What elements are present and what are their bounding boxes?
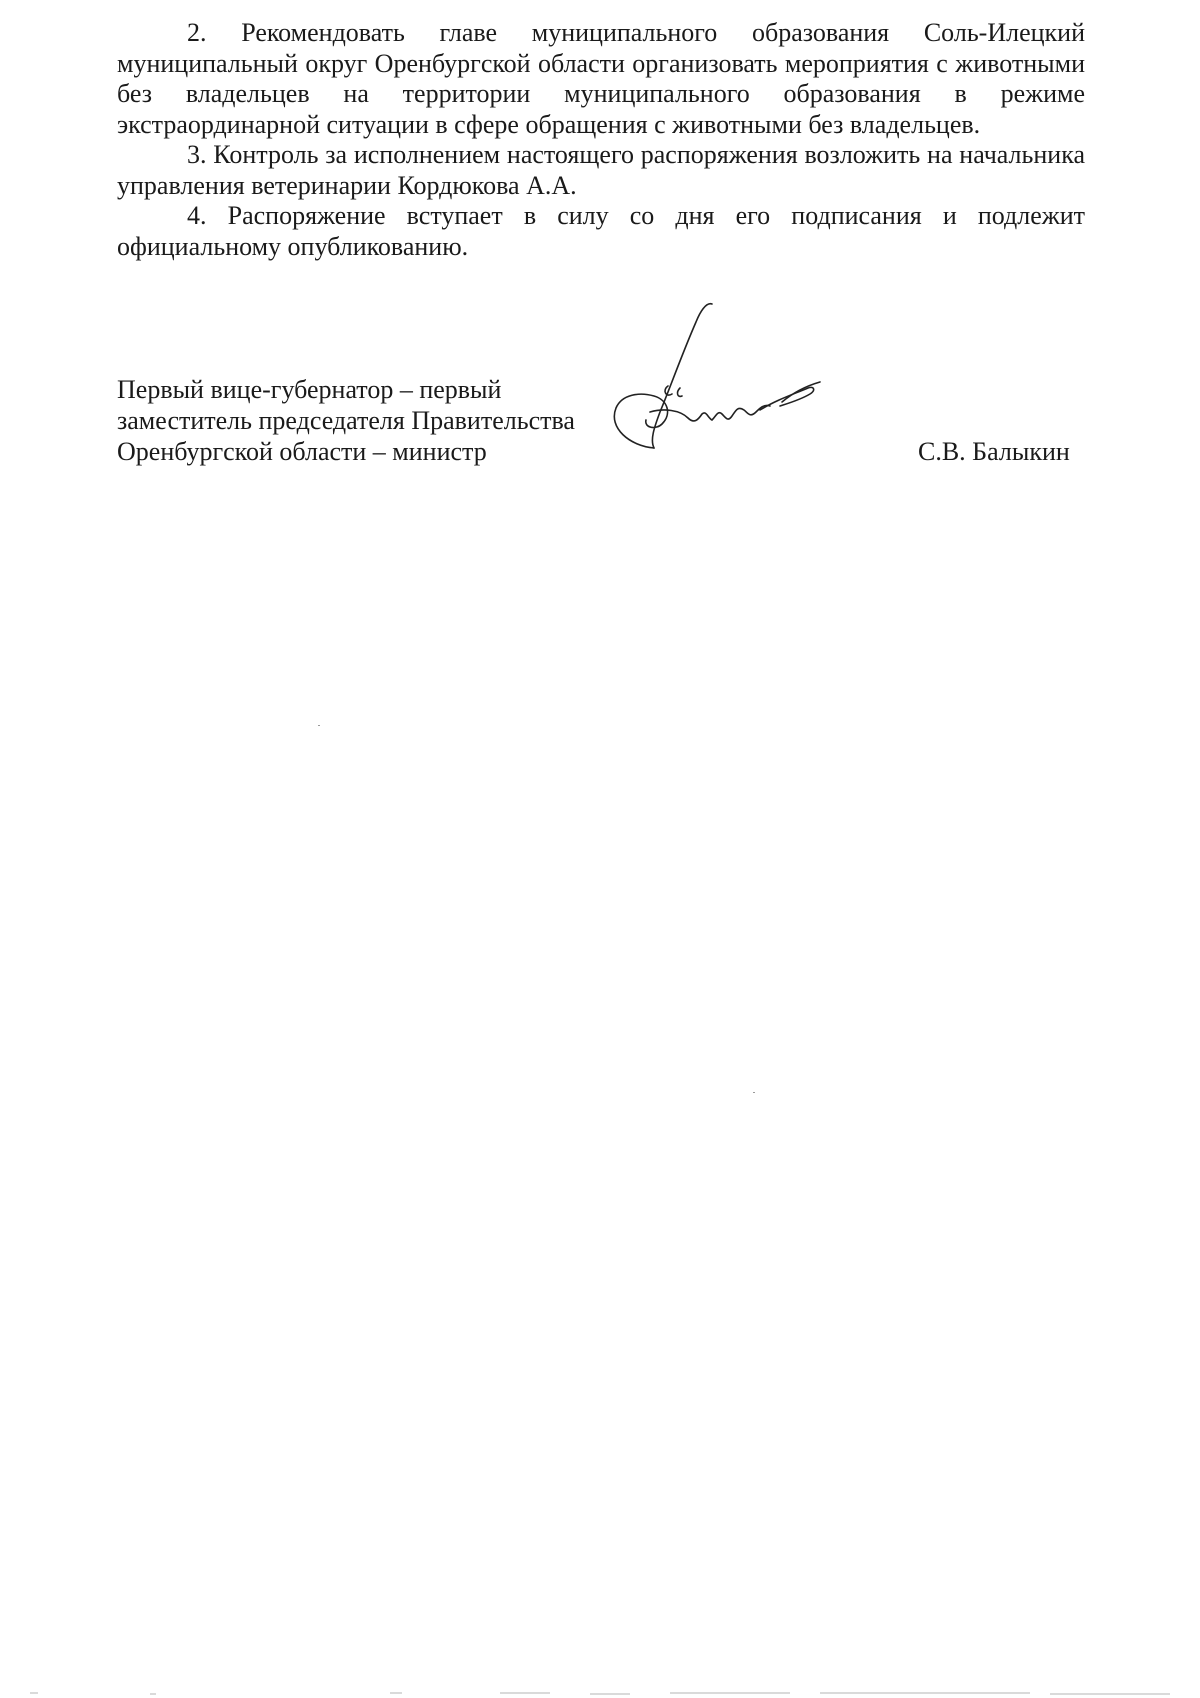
scan-edge-artifact [30, 1692, 1180, 1695]
signer-position [117, 374, 637, 467]
signer-position-line-3: Оренбургской области – министр [117, 437, 487, 466]
handwritten-signature [610, 300, 830, 475]
signer-position-line-2: заместитель председателя Правительства [117, 406, 575, 435]
paragraph-2: 2. Рекомендовать главе муниципального образования Соль-Илецкий муниципальный округ Оренбургской области организовать мероприятия с животными без владельцев на территории муниципального образования в режиме экстраординарной ситуации в сфере обращения с животными без владельцев. [117, 18, 1085, 139]
scan-speck [753, 1092, 755, 1093]
scan-speck [318, 725, 320, 726]
signer-name: С.В. Балыкин [918, 437, 1070, 466]
signer-position-line-1: Первый вице-губернатор – первый [117, 375, 502, 404]
paragraph-4: 4. Распоряжение вступает в силу со дня его подписания и подлежит официальному опубликованию. [117, 201, 1085, 261]
paragraph-3: 3. Контроль за исполнением настоящего распоряжения возложить на начальника управления ветеринарии Кордюкова А.А. [117, 140, 1085, 200]
signature-block [0, 0, 1200, 520]
